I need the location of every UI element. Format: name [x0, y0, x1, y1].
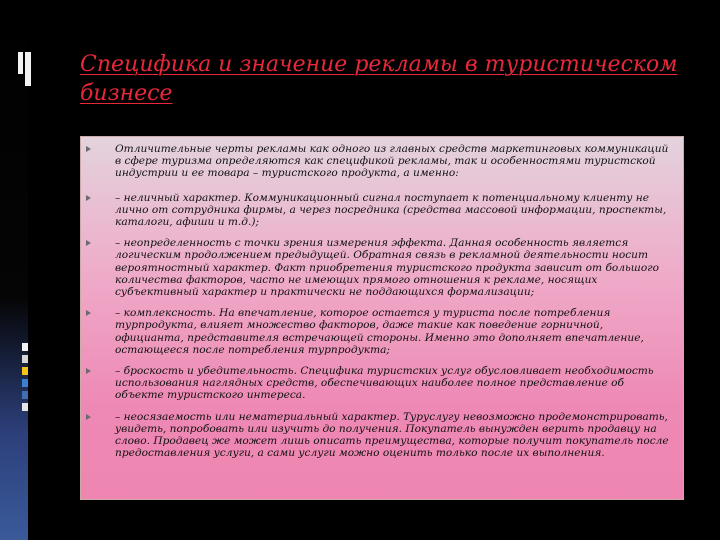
bullet-icon [86, 195, 91, 201]
bullet-icon [86, 146, 91, 152]
decorative-color-block [22, 379, 28, 387]
bullet-icon [86, 414, 91, 420]
decorative-color-block [22, 355, 28, 363]
slide-title: Специфика и значение рекламы в туристическом бизнесе [80, 52, 678, 106]
left-accent-stripe [0, 0, 28, 540]
decorative-color-block [22, 391, 28, 399]
bullet-list [87, 143, 673, 459]
bullet-text: – броскость и убедительность. Специфика туристских услуг обусловливает необходимость использования наглядных средств, обеспечивающих наиболее полное представление об объекте туристского интереса. [115, 365, 654, 402]
decorative-bar [18, 52, 23, 74]
bullet-item [87, 307, 673, 356]
bullet-text: – неличный характер. Коммуникационный сигнал поступает к потенциальному клиенту не лично от сотрудника фирмы, а через посредника (средства массовой информации, проспекты, каталоги, афиши и т.д.); [115, 191, 667, 229]
bullet-text: – неопределенность с точки зрения измерения эффекта. Данная особенность является логическим продолжением предыдущей. Обратная связь в рекламной деятельности носит вероятностный характер. Факт приобретения туристского продукта зависит от большого количества факторов, часто не имеющих прямого отношения к рекламе, носящих субъективный характер и практически не поддающихся формализации; [115, 237, 659, 299]
decorative-color-block [22, 343, 28, 351]
bullet-text: – комплексность. На впечатление, которое остается у туриста после потребления турпродукта, влияет множество факторов, даже такие как поведение горничной, официанта, представителя встречающей стороны. Именно это дополняет впечатление, остающееся после потребления турпродукта; [115, 307, 644, 356]
decorative-bar [25, 52, 31, 86]
bullet-text: Отличительные черты рекламы как одного из главных средств маркетинговых коммуникаций в сфере туризма определяются как спецификой рекламы, так и особенностями туристской индустрии и ее товара – туристского продукта, а именно: [115, 143, 669, 180]
decorative-color-block [22, 367, 28, 375]
bullet-item [87, 143, 673, 180]
bullet-item [87, 411, 673, 460]
bullet-icon [86, 240, 91, 246]
bullet-item [87, 237, 673, 298]
bullet-text: – неосязаемость или нематериальный характер. Туруслугу невозможно продемонстрировать, увидеть, попробовать или изучить до получения. Покупатель вынужден верить продавцу на слово. Продавец же может лишь описать преимущества, которые получит покупатель после предоставления услуги, а сами услуги можно оценить только после их выполнения. [115, 410, 669, 460]
bullet-icon [86, 310, 91, 316]
bullet-item [87, 192, 673, 229]
decorative-color-block [22, 403, 28, 411]
decorative-color-blocks [22, 343, 28, 415]
bullet-item [87, 365, 673, 402]
bullet-icon [86, 368, 91, 374]
content-panel [80, 136, 684, 500]
